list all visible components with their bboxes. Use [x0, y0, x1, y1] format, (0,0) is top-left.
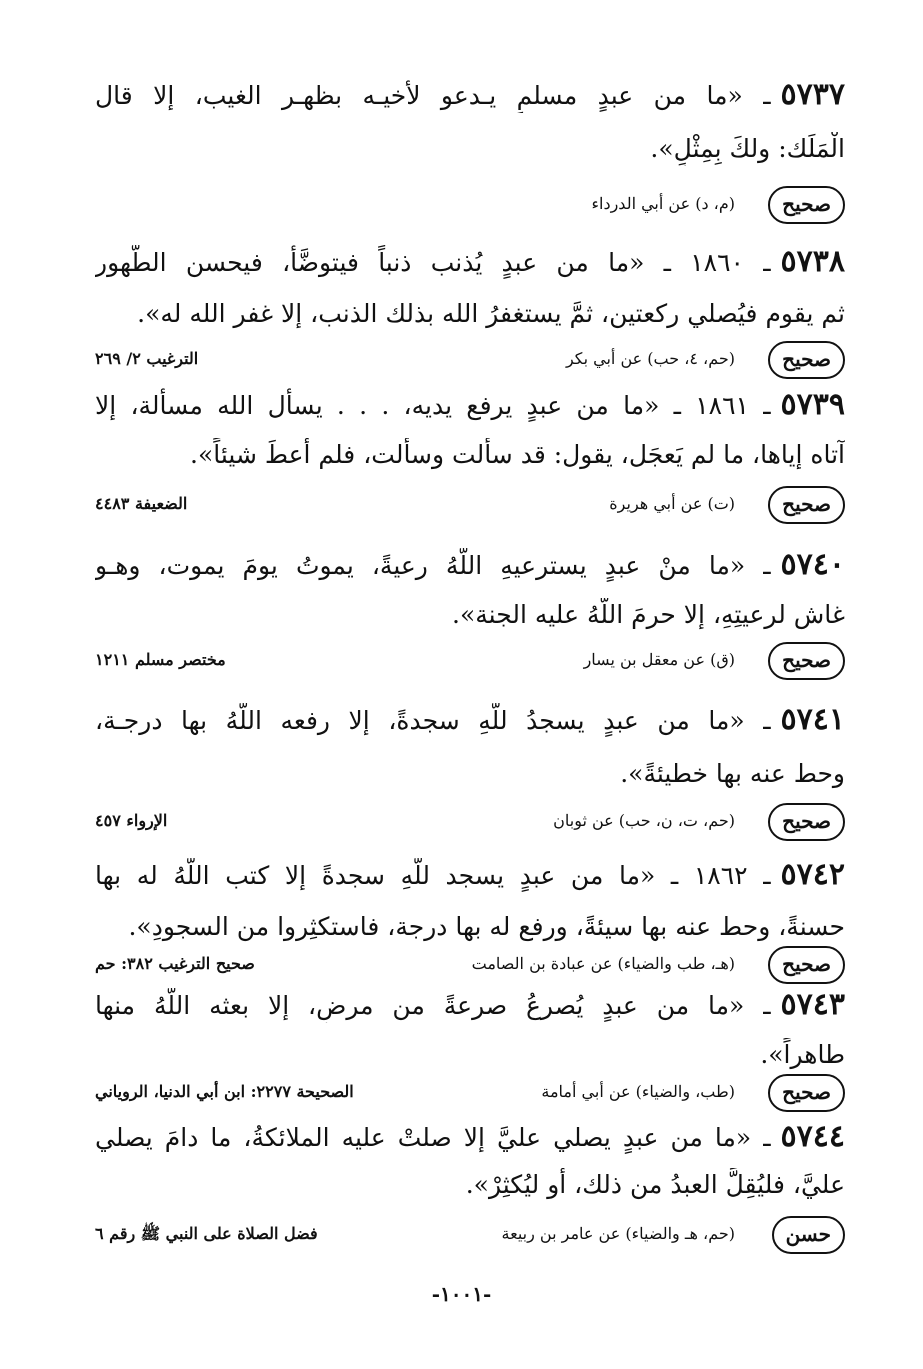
source-line [95, 801, 845, 841]
hadith-number: ٥٧٤٠ [780, 548, 845, 582]
hadith-line: ٥٧٤٢ـ ١٨٦٢ ـ «ما من عبدٍ يسجد للّهِ سجدةً إلا كتب اللّهُ له بها [95, 858, 845, 892]
hadith-number: ٥٧٤٢ [780, 858, 845, 892]
hadith-line: ٥٧٣٧ـ «ما من عبدٍ مسلمٍ يـدعو لأخيـه بظهـر الغيب، إلا قال [95, 78, 845, 112]
hadith-line: الْمَلَك: ولكَ بِمِثْلٍ». [650, 134, 845, 163]
narrators: (ق) عن معقل بن يسار [583, 650, 735, 669]
reference: الضعيفة ٤٤٨٣ [95, 494, 188, 513]
narrators: (حم، هـ والضياء) عن عامر بن ربيعة [501, 1224, 735, 1243]
grade-badge: حسن [772, 1216, 845, 1254]
hadith-number: ٥٧٣٩ [780, 388, 845, 422]
source-line [95, 1072, 845, 1112]
hadith-number: ٥٧٣٨ [780, 245, 845, 279]
grade-badge: صحيح [768, 946, 845, 984]
reference: الإرواء ٤٥٧ [95, 811, 168, 830]
hadith-line: ٥٧٣٨ـ ١٨٦٠ ـ «ما من عبدٍ يُذنب ذنباً فيتوضَّأ، فيحسن الطُّهور [95, 245, 845, 279]
hadith-line: آتاه إياها، ما لم يَعجَل، يقول: قد سألت وسألت، فلم أعطَ شيئاً». [190, 440, 845, 469]
narrators: (هـ، طب والضياء) عن عبادة بن الصامت [471, 954, 735, 973]
source-line [95, 184, 845, 224]
hadith-number: ٥٧٣٧ [780, 78, 845, 112]
grade-badge: صحيح [768, 803, 845, 841]
source-line [95, 339, 845, 379]
hadith-line: حسنةً، وحط عنه بها سيئةً، ورفع له بها درجة، فاستكثِروا من السجودِ». [128, 912, 845, 941]
hadith-line: غاش لرعيتِهِ، إلا حرمَ اللّهُ عليه الجنة». [452, 600, 845, 629]
narrators: (حم، ٤، حب) عن أبي بكر [565, 349, 735, 368]
reference: فضل الصلاة على النبي ﷺ رقم ٦ [95, 1224, 318, 1243]
grade-badge: صحيح [768, 486, 845, 524]
reference: الصحيحة ٢٢٧٧: ابن أبي الدنيا، الروياني [95, 1082, 354, 1101]
source-line [95, 640, 845, 680]
reference: الترغيب ٢/ ٢٦٩ [95, 349, 199, 368]
hadith-number: ٥٧٤١ [780, 703, 845, 737]
grade-badge: صحيح [768, 642, 845, 680]
page-number: -١٠٠١- [431, 1282, 492, 1306]
hadith-line: ثم يقوم فيُصلي ركعتين، ثمَّ يستغفرُ الله بذلك الذنب، إلا غفر الله له». [137, 299, 845, 328]
hadith-line: ٥٧٣٩ـ ١٨٦١ ـ «ما من عبدٍ يرفع يديه، . . . يسأل الله مسألة، إلا [95, 388, 845, 422]
grade-badge: صحيح [768, 341, 845, 379]
narrators: (م، د) عن أبي الدرداء [591, 194, 735, 213]
hadith-line: عليَّ، فليُقِلَّ العبدُ من ذلك، أو ليُكثِرْ». [465, 1170, 845, 1199]
reference: مختصر مسلم ١٢١١ [95, 650, 226, 669]
narrators: (طب، والضياء) عن أبي أمامة [541, 1082, 735, 1101]
hadith-number: ٥٧٤٣ [780, 988, 845, 1022]
source-line [95, 484, 845, 524]
narrators: (ت) عن أبي هريرة [609, 494, 735, 513]
narrators: (حم، ت، ن، حب) عن ثوبان [553, 811, 735, 830]
hadith-line: وحط عنه بها خطيئةً». [620, 759, 845, 788]
hadith-line: ٥٧٤٤ـ «ما من عبدٍ يصلي عليَّ إلا صلتْ عليه الملائكةُ، ما دامَ يصلي [95, 1120, 845, 1154]
hadith-number: ٥٧٤٤ [780, 1120, 845, 1154]
grade-badge: صحيح [768, 1074, 845, 1112]
grade-badge: صحيح [768, 186, 845, 224]
source-line [95, 1214, 845, 1254]
hadith-line: طاهراً». [760, 1040, 845, 1069]
reference: صحيح الترغيب ٣٨٢: حم [95, 954, 255, 973]
source-line [95, 944, 845, 984]
hadith-line: ٥٧٤٠ـ «ما منْ عبدٍ يسترعيهِ اللّهُ رعيةً، يموتُ يومَ يموت، وهـو [95, 548, 845, 582]
hadith-line: ٥٧٤٣ـ «ما من عبدٍ يُصرعُ صرعةً من مرضٍ، إلا بعثه اللّهُ منها [95, 988, 845, 1022]
hadith-line: ٥٧٤١ـ «ما من عبدٍ يسجدُ للّهِ سجدةً، إلا رفعه اللّهُ بها درجـة، [95, 703, 845, 737]
